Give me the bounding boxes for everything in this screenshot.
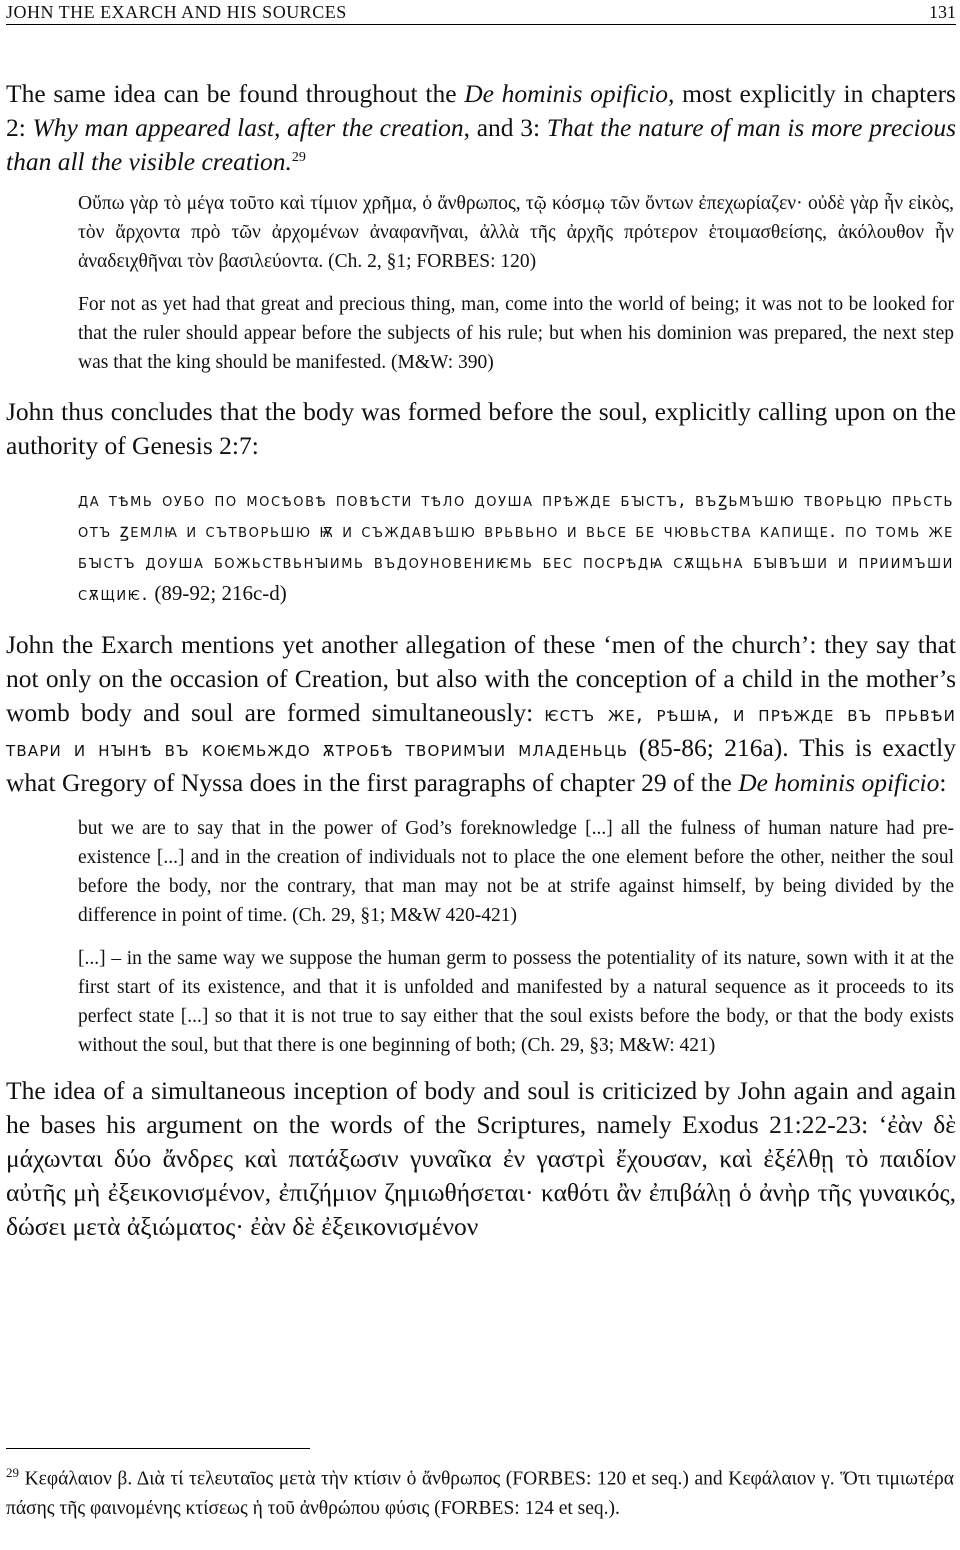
running-title: JOHN THE EXARCH AND HIS SOURCES (6, 2, 347, 22)
citation: : 120) (490, 251, 537, 272)
footnote-reference[interactable]: 29 (291, 150, 306, 165)
text-run: most explicitly in chapters 2: (6, 79, 956, 142)
church-slavonic-text: да тѣмь оубо по мосѣовѣ повѣсти тѣло доуша прѣжде бꙑстъ, въꙁьмъшю творьцю прьсть отъ ꙁемлꙗ и сътворьшю ѭ и съждавъшю врьвьно и вьсе бе чювьства капище. по томь же бꙑстъ доуша божьствьнꙑимь въдоуновениѥмь бес посрѣдꙗ сѫщьна бꙑвъши и приимъши сѫщиѥ. (78, 489, 954, 605)
english-block-quote-1 (78, 290, 954, 377)
greek-block-quote (78, 189, 954, 276)
italic-title: De hominis opificio (738, 768, 940, 797)
footnote-smallcaps: ORBES (451, 1497, 515, 1519)
church-slavonic-inline-quote: ѥстъ же, рѣшꙗ, и прѣжде въ прьвѣи твари и нꙑнѣ въ коѥмьждо ѫтробѣ творимꙑи младеньць (6, 702, 956, 761)
quote-text: For not as yet had that great and precious thing, man, come into the world of being; it was not to be looked for that the ruler should appear before the subjects of his rule; but when his dominion was prepared, the next step was that the king should be manifested. (78, 294, 954, 373)
paragraph-2: John thus concludes that the body was formed before the soul, explicitly calling upon on the authority of Genesis 2:7: (6, 397, 956, 460)
footnote-number: 29 (6, 1465, 19, 1480)
page-number: 131 (929, 2, 956, 22)
citation: (M&W: 390) (386, 352, 494, 373)
italic-chapter-title: Why man appeared last, after the creation (32, 113, 464, 142)
english-block-quote-3: [...] – in the same way we suppose the human germ to possess the potentiality of its nature, sown with it at the first start of its existence, and that it is unfolded and manifested by a natural sequence as it proceeds to its perfect state [...] so that it is not true to say either that the soul exists before the body, or that the body exists without the soul, but that there is one beginning of both; (Ch. 29, §3; M&W: 421) (78, 948, 954, 1056)
italic-chapter-title: That the nature of man is more precious than all the visible creation. (6, 113, 957, 176)
english-block-quote-2: but we are to say that in the power of God’s foreknowledge [...] all the fulness of human nature had pre-existence [...] and in the creation of individuals not to place the one element before the other, neither the soul before the body, nor the contrary, that man may not be at strife against himself, by being divided by the difference in point of time. (Ch. 29, §1; M&W 420-421) (78, 818, 954, 926)
text-run: The same idea can be found throughout the (6, 79, 465, 108)
paragraph-1 (6, 77, 956, 179)
footnote-text: : 120 et seq.) and Κεφάλαιον γ. Ὅτι τιμιωτέρα πάσης τῆς φαινομένης κτίσεως ἡ τοῦ ἀνθρώπου φύσις (F (6, 1468, 954, 1519)
text-run: : (939, 768, 947, 797)
greek-text: Οὔπω γὰρ τὸ μέγα τοῦτο καὶ τίμιον χρῆμα, ὁ ἄνθρωπος, τῷ κόσμῳ τῶν ὄντων ἐπεχωρίαζεν· οὐδὲ γὰρ ἦν εἰκὸς, τὸν ἄρχοντα πρὸ τῶν ἀρχομένων ἀναφανῆναι, ἀλλὰ τῆς ἀρχῆς πρότερον ἑτοιμασθείσης, ἀκόλουθον ἦν ἀναδειχθῆναι τὸν βασιλεύοντα. (78, 193, 954, 272)
text-run: , and 3: (463, 113, 547, 142)
citation: (89-92; 216c-d) (149, 581, 287, 605)
text-run: (85-86; 216a). This is exactly what Gregory of Nyssa does in the first paragraphs of chapter 29 of the (6, 733, 956, 797)
footnote-text: Κεφάλαιον β. Διὰ τί τελευταῖος μετὰ τὴν κτίσιν ὁ ἄνθρωπος (F (19, 1468, 524, 1490)
running-header (6, 0, 956, 25)
text-run: John the Exarch mentions yet another allegation of these ‘men of the church’: they say that not only on the occasion of Creation, but also with the conception of a child in the mother’s womb body and soul are formed simultaneously: (6, 630, 956, 727)
church-slavonic-block-quote (78, 485, 954, 610)
footnote-text: : 124 et seq.). (514, 1497, 620, 1519)
italic-title: De hominis opificio, (464, 79, 675, 108)
citation: (Ch. 2, §1; F (323, 251, 428, 272)
paragraph-4: The idea of a simultaneous inception of body and soul is criticized by John again and again he bases his argument on the words of the Scriptures, namely Exodus 21:22-23: ‘ἐὰν δὲ μάχωνται δύο ἄνδρες καὶ πατάξωσιν γυναῖκα ἐν γαστρὶ ἔχουσαν, καὶ ἐξέλθῃ τὸ παιδίον αὐτῆς μὴ ἐξεικονισμένον, ἐπιζήμιον ζημιωθήσεται· καθότι ἂν ἐπιβάλῃ ὁ ἀνὴρ τῆς γυναικός, δώσει μετὰ ἀξιώματος· ἐὰν δὲ ἐξεικονισμένον (6, 1076, 956, 1241)
paragraph-3 (6, 628, 956, 800)
footnote-smallcaps: ORBES (523, 1468, 586, 1490)
footnote-divider (6, 1448, 310, 1449)
citation-smallcaps: ORBES (427, 251, 491, 272)
footnote-29 (6, 1458, 954, 1523)
